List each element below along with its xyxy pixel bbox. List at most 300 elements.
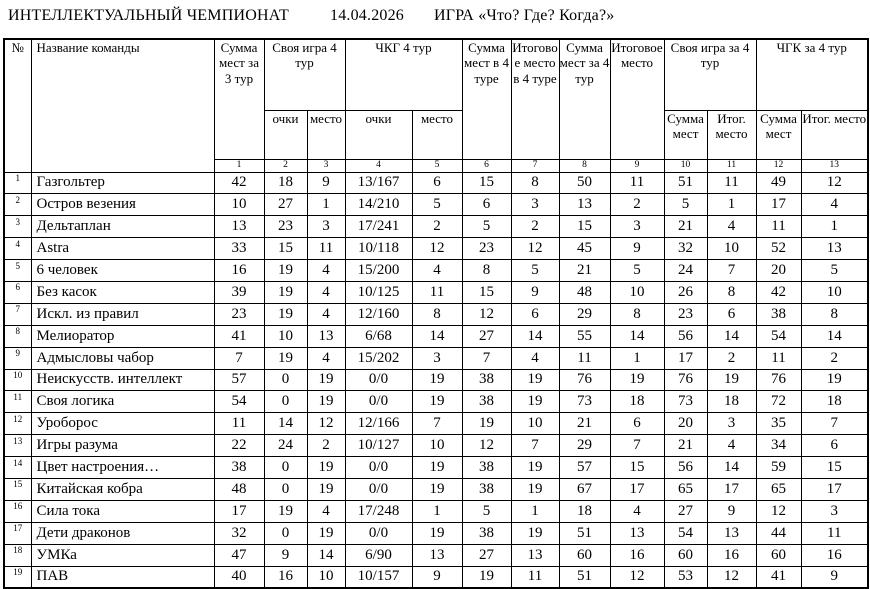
value-cell: 12/160 xyxy=(345,303,412,325)
value-cell: 3 xyxy=(610,216,664,238)
value-cell: 18 xyxy=(610,391,664,413)
value-cell: 14 xyxy=(707,457,756,479)
value-cell: 15/202 xyxy=(345,347,412,369)
value-cell: 10 xyxy=(511,413,559,435)
header-col-number: 6 xyxy=(462,159,511,172)
value-cell: 10 xyxy=(801,281,868,303)
row-number-cell: 8 xyxy=(4,325,31,347)
value-cell: 49 xyxy=(756,172,801,194)
value-cell: 9 xyxy=(610,238,664,260)
header-place: место xyxy=(412,110,462,159)
value-cell: 11 xyxy=(412,281,462,303)
value-cell: 51 xyxy=(664,172,707,194)
value-cell: 22 xyxy=(214,435,264,457)
value-cell: 19 xyxy=(307,369,345,391)
value-cell: 34 xyxy=(756,435,801,457)
value-cell: 1 xyxy=(412,500,462,522)
value-cell: 2 xyxy=(707,347,756,369)
value-cell: 4 xyxy=(707,216,756,238)
value-cell: 0/0 xyxy=(345,369,412,391)
value-cell: 27 xyxy=(462,325,511,347)
header-row-groups xyxy=(4,39,868,110)
value-cell: 15 xyxy=(801,457,868,479)
value-cell: 7 xyxy=(610,435,664,457)
value-cell: 19 xyxy=(412,478,462,500)
value-cell: 2 xyxy=(801,347,868,369)
team-name-cell: Astra xyxy=(31,238,214,260)
value-cell: 1 xyxy=(801,216,868,238)
value-cell: 11 xyxy=(214,413,264,435)
value-cell: 5 xyxy=(664,194,707,216)
value-cell: 14 xyxy=(707,325,756,347)
team-name-cell: Остров везения xyxy=(31,194,214,216)
value-cell: 11 xyxy=(756,347,801,369)
value-cell: 3 xyxy=(307,216,345,238)
value-cell: 4 xyxy=(801,194,868,216)
header-col-number: 10 xyxy=(664,159,707,172)
row-number-cell: 18 xyxy=(4,544,31,566)
value-cell: 10 xyxy=(412,435,462,457)
value-cell: 6 xyxy=(707,303,756,325)
value-cell: 7 xyxy=(511,435,559,457)
value-cell: 14 xyxy=(412,325,462,347)
table-row xyxy=(4,435,868,457)
header-col-number: 3 xyxy=(307,159,345,172)
value-cell: 1 xyxy=(707,194,756,216)
value-cell: 10 xyxy=(214,194,264,216)
row-number-cell: 9 xyxy=(4,347,31,369)
value-cell: 38 xyxy=(214,457,264,479)
value-cell: 56 xyxy=(664,457,707,479)
value-cell: 4 xyxy=(511,347,559,369)
value-cell: 16 xyxy=(214,260,264,282)
value-cell: 10 xyxy=(307,566,345,588)
value-cell: 17/248 xyxy=(345,500,412,522)
value-cell: 19 xyxy=(264,347,307,369)
value-cell: 11 xyxy=(511,566,559,588)
value-cell: 52 xyxy=(756,238,801,260)
results-table-body xyxy=(4,172,868,588)
value-cell: 12 xyxy=(511,238,559,260)
value-cell: 41 xyxy=(756,566,801,588)
value-cell: 10 xyxy=(707,238,756,260)
value-cell: 42 xyxy=(214,172,264,194)
row-number-cell: 14 xyxy=(4,457,31,479)
value-cell: 21 xyxy=(559,260,610,282)
value-cell: 0 xyxy=(264,457,307,479)
header-col-number: 1 xyxy=(214,159,264,172)
value-cell: 5 xyxy=(511,260,559,282)
value-cell: 60 xyxy=(559,544,610,566)
value-cell: 19 xyxy=(264,303,307,325)
value-cell: 8 xyxy=(511,172,559,194)
value-cell: 32 xyxy=(664,238,707,260)
value-cell: 19 xyxy=(307,522,345,544)
value-cell: 13/167 xyxy=(345,172,412,194)
value-cell: 12 xyxy=(462,435,511,457)
value-cell: 5 xyxy=(610,260,664,282)
value-cell: 56 xyxy=(664,325,707,347)
value-cell: 24 xyxy=(664,260,707,282)
row-number-cell: 15 xyxy=(4,478,31,500)
value-cell: 12 xyxy=(412,238,462,260)
value-cell: 40 xyxy=(214,566,264,588)
value-cell: 38 xyxy=(462,391,511,413)
team-name-cell: Дети драконов xyxy=(31,522,214,544)
value-cell: 0/0 xyxy=(345,391,412,413)
results-table xyxy=(3,38,869,589)
row-number-cell: 7 xyxy=(4,303,31,325)
value-cell: 38 xyxy=(462,522,511,544)
team-name-cell: Китайская кобра xyxy=(31,478,214,500)
value-cell: 18 xyxy=(264,172,307,194)
value-cell: 76 xyxy=(664,369,707,391)
value-cell: 0 xyxy=(264,391,307,413)
value-cell: 35 xyxy=(756,413,801,435)
value-cell: 3 xyxy=(511,194,559,216)
value-cell: 41 xyxy=(214,325,264,347)
value-cell: 5 xyxy=(801,260,868,282)
table-row xyxy=(4,566,868,588)
value-cell: 15 xyxy=(264,238,307,260)
value-cell: 19 xyxy=(462,413,511,435)
value-cell: 16 xyxy=(264,566,307,588)
value-cell: 5 xyxy=(462,216,511,238)
value-cell: 53 xyxy=(664,566,707,588)
header-col-number: 11 xyxy=(707,159,756,172)
value-cell: 19 xyxy=(307,391,345,413)
value-cell: 19 xyxy=(412,522,462,544)
header-col-number: 8 xyxy=(559,159,610,172)
value-cell: 16 xyxy=(707,544,756,566)
value-cell: 72 xyxy=(756,391,801,413)
table-row xyxy=(4,391,868,413)
value-cell: 11 xyxy=(307,238,345,260)
value-cell: 17 xyxy=(756,194,801,216)
value-cell: 11 xyxy=(756,216,801,238)
team-name-cell: Без касок xyxy=(31,281,214,303)
value-cell: 51 xyxy=(559,566,610,588)
page-title xyxy=(0,7,870,29)
team-name-cell: Неискусств. интеллект xyxy=(31,369,214,391)
team-name-cell: Игры разума xyxy=(31,435,214,457)
header-chkg-round4: ЧКГ 4 тур xyxy=(345,39,462,110)
value-cell: 9 xyxy=(801,566,868,588)
title-game-name: ИГРА «Что? Где? Когда?» xyxy=(434,7,615,24)
value-cell: 7 xyxy=(412,413,462,435)
value-cell: 4 xyxy=(707,435,756,457)
value-cell: 12 xyxy=(462,303,511,325)
row-number-cell: 16 xyxy=(4,500,31,522)
value-cell: 12/166 xyxy=(345,413,412,435)
value-cell: 4 xyxy=(307,347,345,369)
value-cell: 7 xyxy=(707,260,756,282)
table-row xyxy=(4,478,868,500)
value-cell: 13 xyxy=(511,544,559,566)
value-cell: 73 xyxy=(664,391,707,413)
value-cell: 32 xyxy=(214,522,264,544)
value-cell: 19 xyxy=(412,369,462,391)
table-row xyxy=(4,216,868,238)
row-number-cell: 17 xyxy=(4,522,31,544)
header-points: очки xyxy=(345,110,412,159)
value-cell: 23 xyxy=(664,303,707,325)
table-row xyxy=(4,457,868,479)
header-team-name: Название команды xyxy=(31,39,214,172)
value-cell: 51 xyxy=(559,522,610,544)
value-cell: 6/68 xyxy=(345,325,412,347)
value-cell: 0/0 xyxy=(345,457,412,479)
value-cell: 24 xyxy=(264,435,307,457)
header-col-number: 7 xyxy=(511,159,559,172)
value-cell: 4 xyxy=(610,500,664,522)
value-cell: 3 xyxy=(412,347,462,369)
value-cell: 12 xyxy=(756,500,801,522)
value-cell: 2 xyxy=(412,216,462,238)
team-name-cell: Газгольтер xyxy=(31,172,214,194)
header-sum-places-4-rounds: Сумма мест за 4 тур xyxy=(559,39,610,159)
value-cell: 13 xyxy=(412,544,462,566)
value-cell: 1 xyxy=(307,194,345,216)
header-final-place-sub: Итог. место xyxy=(801,110,868,159)
value-cell: 38 xyxy=(756,303,801,325)
header-points: очки xyxy=(264,110,307,159)
row-number-cell: 10 xyxy=(4,369,31,391)
team-name-cell: Уроборос xyxy=(31,413,214,435)
value-cell: 8 xyxy=(412,303,462,325)
table-row xyxy=(4,413,868,435)
value-cell: 8 xyxy=(801,303,868,325)
value-cell: 9 xyxy=(511,281,559,303)
value-cell: 13 xyxy=(801,238,868,260)
value-cell: 7 xyxy=(214,347,264,369)
value-cell: 19 xyxy=(462,566,511,588)
value-cell: 6 xyxy=(801,435,868,457)
row-number-cell: 1 xyxy=(4,172,31,194)
row-number-cell: 3 xyxy=(4,216,31,238)
value-cell: 19 xyxy=(801,369,868,391)
value-cell: 38 xyxy=(462,478,511,500)
value-cell: 38 xyxy=(462,369,511,391)
table-row xyxy=(4,500,868,522)
team-name-cell: 6 человек xyxy=(31,260,214,282)
value-cell: 38 xyxy=(462,457,511,479)
value-cell: 0 xyxy=(264,522,307,544)
team-name-cell: Цвет настроения… xyxy=(31,457,214,479)
value-cell: 13 xyxy=(559,194,610,216)
value-cell: 2 xyxy=(610,194,664,216)
value-cell: 6 xyxy=(610,413,664,435)
value-cell: 10 xyxy=(610,281,664,303)
team-name-cell: ПАВ xyxy=(31,566,214,588)
header-final-place-sub: Итог. место xyxy=(707,110,756,159)
value-cell: 19 xyxy=(412,391,462,413)
team-name-cell: Искл. из правил xyxy=(31,303,214,325)
value-cell: 50 xyxy=(559,172,610,194)
value-cell: 47 xyxy=(214,544,264,566)
value-cell: 15 xyxy=(610,457,664,479)
header-sum-places-sub: Сумма мест xyxy=(756,110,801,159)
value-cell: 6/90 xyxy=(345,544,412,566)
value-cell: 15/200 xyxy=(345,260,412,282)
value-cell: 6 xyxy=(511,303,559,325)
value-cell: 12 xyxy=(801,172,868,194)
value-cell: 21 xyxy=(664,435,707,457)
table-row xyxy=(4,325,868,347)
value-cell: 29 xyxy=(559,435,610,457)
row-number-cell: 4 xyxy=(4,238,31,260)
header-chgk-4-rounds: ЧГК за 4 тур xyxy=(756,39,868,110)
team-name-cell: Адмысловы чабор xyxy=(31,347,214,369)
value-cell: 3 xyxy=(801,500,868,522)
value-cell: 29 xyxy=(559,303,610,325)
value-cell: 19 xyxy=(511,457,559,479)
row-number-cell: 2 xyxy=(4,194,31,216)
value-cell: 20 xyxy=(664,413,707,435)
header-col-number: 12 xyxy=(756,159,801,172)
value-cell: 4 xyxy=(412,260,462,282)
value-cell: 23 xyxy=(214,303,264,325)
value-cell: 3 xyxy=(707,413,756,435)
value-cell: 6 xyxy=(412,172,462,194)
value-cell: 18 xyxy=(559,500,610,522)
value-cell: 60 xyxy=(664,544,707,566)
row-number-cell: 5 xyxy=(4,260,31,282)
value-cell: 17 xyxy=(610,478,664,500)
value-cell: 0 xyxy=(264,369,307,391)
value-cell: 0 xyxy=(264,478,307,500)
team-name-cell: Своя логика xyxy=(31,391,214,413)
row-number-cell: 6 xyxy=(4,281,31,303)
value-cell: 17/241 xyxy=(345,216,412,238)
header-final-place-in-round4: Итоговое место в 4 туре xyxy=(511,39,559,159)
value-cell: 10/157 xyxy=(345,566,412,588)
value-cell: 9 xyxy=(307,172,345,194)
team-name-cell: Мелиоратор xyxy=(31,325,214,347)
value-cell: 65 xyxy=(664,478,707,500)
value-cell: 13 xyxy=(214,216,264,238)
value-cell: 15 xyxy=(462,172,511,194)
value-cell: 21 xyxy=(664,216,707,238)
value-cell: 2 xyxy=(511,216,559,238)
row-number-cell: 11 xyxy=(4,391,31,413)
value-cell: 57 xyxy=(214,369,264,391)
value-cell: 16 xyxy=(610,544,664,566)
header-final-place: Итоговое место xyxy=(610,39,664,159)
header-col-number: 2 xyxy=(264,159,307,172)
value-cell: 11 xyxy=(707,172,756,194)
header-col-number: 5 xyxy=(412,159,462,172)
table-row xyxy=(4,544,868,566)
value-cell: 54 xyxy=(756,325,801,347)
value-cell: 11 xyxy=(801,522,868,544)
value-cell: 11 xyxy=(559,347,610,369)
value-cell: 13 xyxy=(707,522,756,544)
value-cell: 14 xyxy=(264,413,307,435)
value-cell: 14 xyxy=(511,325,559,347)
value-cell: 44 xyxy=(756,522,801,544)
header-svoya-igra-round4: Своя игра 4 тур xyxy=(264,39,345,110)
value-cell: 48 xyxy=(559,281,610,303)
value-cell: 18 xyxy=(707,391,756,413)
title-date: 14.04.2026 xyxy=(330,7,404,24)
value-cell: 12 xyxy=(707,566,756,588)
table-row xyxy=(4,303,868,325)
value-cell: 42 xyxy=(756,281,801,303)
header-col-number: 9 xyxy=(610,159,664,172)
team-name-cell: Дельтаплан xyxy=(31,216,214,238)
value-cell: 73 xyxy=(559,391,610,413)
team-name-cell: УМКа xyxy=(31,544,214,566)
value-cell: 27 xyxy=(664,500,707,522)
row-number-cell: 13 xyxy=(4,435,31,457)
value-cell: 14/210 xyxy=(345,194,412,216)
value-cell: 21 xyxy=(559,413,610,435)
value-cell: 19 xyxy=(412,457,462,479)
value-cell: 19 xyxy=(511,391,559,413)
value-cell: 4 xyxy=(307,281,345,303)
value-cell: 1 xyxy=(610,347,664,369)
row-number-cell: 12 xyxy=(4,413,31,435)
value-cell: 67 xyxy=(559,478,610,500)
value-cell: 13 xyxy=(307,325,345,347)
value-cell: 65 xyxy=(756,478,801,500)
value-cell: 12 xyxy=(307,413,345,435)
value-cell: 17 xyxy=(707,478,756,500)
value-cell: 54 xyxy=(214,391,264,413)
value-cell: 76 xyxy=(756,369,801,391)
value-cell: 17 xyxy=(801,478,868,500)
value-cell: 19 xyxy=(707,369,756,391)
value-cell: 0/0 xyxy=(345,478,412,500)
value-cell: 19 xyxy=(264,281,307,303)
value-cell: 9 xyxy=(707,500,756,522)
value-cell: 19 xyxy=(511,522,559,544)
value-cell: 23 xyxy=(462,238,511,260)
header-place: место xyxy=(307,110,345,159)
value-cell: 23 xyxy=(264,216,307,238)
table-row xyxy=(4,260,868,282)
value-cell: 19 xyxy=(511,369,559,391)
table-row xyxy=(4,522,868,544)
value-cell: 14 xyxy=(801,325,868,347)
value-cell: 10 xyxy=(264,325,307,347)
header-sum-places-in-round4: Сумма мест в 4 туре xyxy=(462,39,511,159)
value-cell: 55 xyxy=(559,325,610,347)
value-cell: 10/125 xyxy=(345,281,412,303)
value-cell: 1 xyxy=(511,500,559,522)
value-cell: 8 xyxy=(707,281,756,303)
table-header xyxy=(4,39,868,172)
value-cell: 15 xyxy=(462,281,511,303)
value-cell: 33 xyxy=(214,238,264,260)
value-cell: 5 xyxy=(412,194,462,216)
value-cell: 2 xyxy=(307,435,345,457)
value-cell: 17 xyxy=(214,500,264,522)
table-row xyxy=(4,194,868,216)
value-cell: 19 xyxy=(264,500,307,522)
table-row xyxy=(4,347,868,369)
value-cell: 54 xyxy=(664,522,707,544)
value-cell: 7 xyxy=(801,413,868,435)
value-cell: 45 xyxy=(559,238,610,260)
value-cell: 18 xyxy=(801,391,868,413)
value-cell: 19 xyxy=(307,457,345,479)
value-cell: 27 xyxy=(264,194,307,216)
value-cell: 11 xyxy=(610,172,664,194)
value-cell: 26 xyxy=(664,281,707,303)
value-cell: 19 xyxy=(511,478,559,500)
